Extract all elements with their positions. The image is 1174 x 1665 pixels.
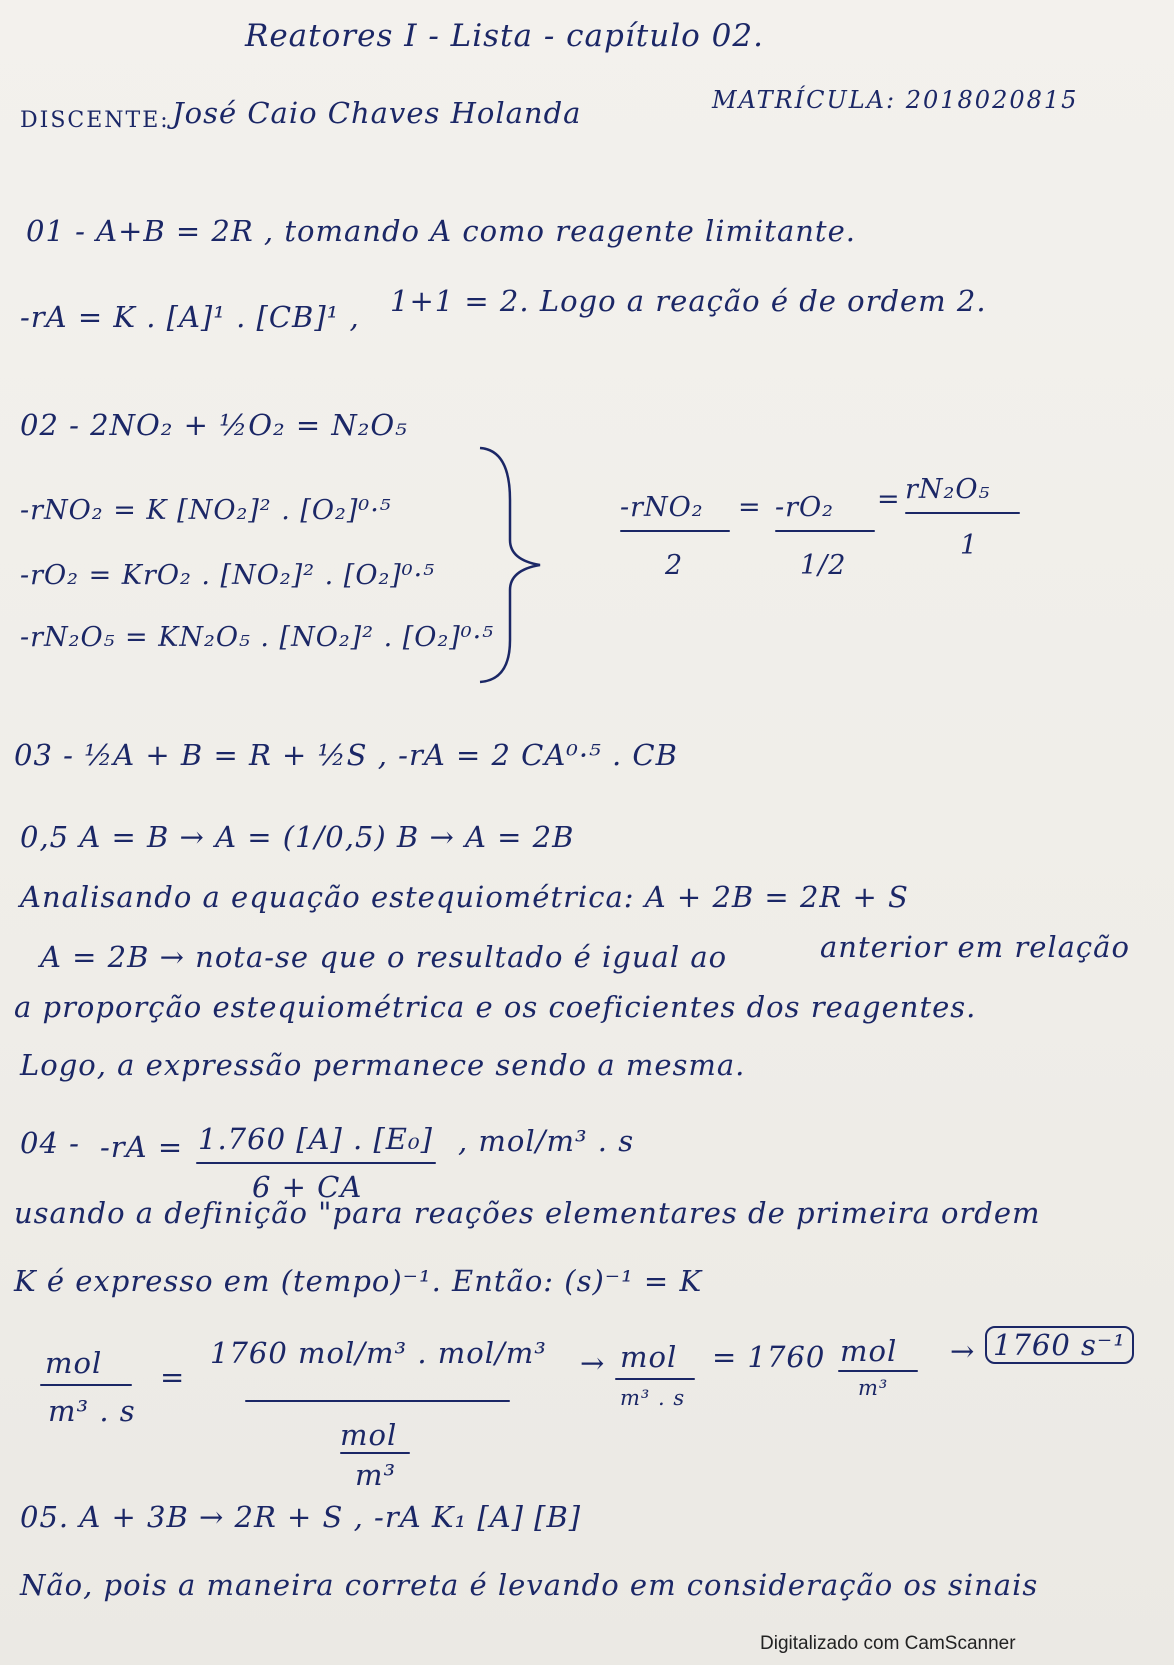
q1-conclusion: 1+1 = 2. Logo a reação é de ordem 2. — [390, 284, 987, 318]
q2-ratio-bar1 — [620, 530, 730, 532]
q4-arrow1: → — [580, 1346, 606, 1380]
q5-reaction: 05. A + 3B → 2R + S , -rA K₁ [A] [B] — [20, 1500, 582, 1534]
q4-res2-bar — [838, 1370, 918, 1372]
q4-lhs: -rA = — [100, 1130, 184, 1164]
q4-lhs-bar — [40, 1384, 132, 1386]
q3-note-c: a proporção estequiométrica e os coeficientes dos reagentes. — [14, 990, 977, 1024]
q4-label: 04 - — [20, 1126, 80, 1160]
q2-ratio-den2: 1/2 — [800, 550, 847, 581]
q4-answer-box: 1760 s⁻¹ — [985, 1326, 1134, 1364]
q4-big-den-den: m³ — [355, 1458, 397, 1492]
q1-rate-law: -rA = K . [A]¹ . [CB]¹ , — [20, 300, 360, 334]
q2-ratio-num2: -rO₂ — [775, 492, 834, 523]
q2-ratio-eq1: = — [738, 492, 762, 523]
q2-rate-o2: -rO₂ = KrO₂ . [NO₂]² . [O₂]⁰·⁵ — [20, 560, 436, 591]
q4-res2-den: m³ — [858, 1376, 889, 1400]
page-title: Reatores I - Lista - capítulo 02. — [245, 18, 764, 54]
q4-numerator: 1.760 [A] . [E₀] — [198, 1122, 433, 1156]
q5-answer: Não, pois a maneira correta é levando em consideração os sinais — [20, 1568, 1039, 1602]
q2-ratio-den3: 1 — [960, 530, 979, 561]
q3-note-b: anterior em relação — [820, 930, 1130, 964]
q4-eq2: = 1760 — [712, 1340, 826, 1374]
q2-brace — [470, 440, 560, 690]
q4-units: , mol/m³ . s — [458, 1124, 635, 1158]
q4-res2-num: mol — [840, 1334, 898, 1368]
q2-ratio-num1: -rNO₂ — [620, 492, 704, 523]
q4-k-units: K é expresso em (tempo)⁻¹. Então: (s)⁻¹ = K — [14, 1264, 703, 1298]
student-label: DISCENTE: — [20, 108, 170, 133]
q3-analysis: Analisando a equação estequiométrica: A + 2B = 2R + S — [20, 880, 909, 914]
q3-note-a: A = 2B → nota-se que o resultado é igual ao — [40, 940, 728, 974]
q3-proportion: 0,5 A = B → A = (1/0,5) B → A = 2B — [20, 820, 575, 854]
q2-ratio-den1: 2 — [665, 550, 684, 581]
q4-definition: usando a definição "para reações elementares de primeira ordem — [14, 1196, 1041, 1230]
q2-ratio-bar3 — [905, 512, 1020, 514]
registration: MATRÍCULA: 2018020815 — [712, 86, 1079, 114]
q4-fraction-bar — [196, 1162, 436, 1164]
q4-lhs-den: m³ . s — [48, 1394, 136, 1428]
q2-rate-no2: -rNO₂ = K [NO₂]² . [O₂]⁰·⁵ — [20, 495, 392, 526]
q2-rate-n2o5: -rN₂O₅ = KN₂O₅ . [NO₂]² . [O₂]⁰·⁵ — [20, 622, 495, 653]
q4-res-num: mol — [620, 1340, 678, 1374]
q2-ratio-bar2 — [775, 530, 875, 532]
q4-res-den: m³ . s — [620, 1386, 686, 1410]
q2-ratio-eq2: = — [877, 484, 901, 515]
q4-res-bar — [615, 1378, 695, 1380]
q4-arrow2: → — [950, 1334, 976, 1368]
q3-conclusion: Logo, a expressão permanece sendo a mesma. — [20, 1048, 746, 1082]
q2-ratio-num3: rN₂O₅ — [905, 474, 991, 505]
q4-big-den-bar — [340, 1452, 410, 1454]
q4-eq1: = — [160, 1360, 186, 1394]
student-name: José Caio Chaves Holanda — [172, 96, 582, 130]
scanner-watermark: Digitalizado com CamScanner — [760, 1633, 1016, 1654]
q4-lhs-num: mol — [45, 1346, 103, 1380]
q4-big-bar — [245, 1400, 510, 1402]
q4-denominator: 6 + CA — [252, 1170, 363, 1204]
q3-reaction: 03 - ½A + B = R + ½S , -rA = 2 CA⁰·⁵ . CB — [14, 738, 678, 772]
q4-big-num: 1760 mol/m³ . mol/m³ — [210, 1336, 547, 1370]
q1-statement: 01 - A+B = 2R , tomando A como reagente limitante. — [26, 214, 856, 248]
q4-big-den-num: mol — [340, 1418, 398, 1452]
q2-reaction: 02 - 2NO₂ + ½O₂ = N₂O₅ — [20, 408, 408, 442]
